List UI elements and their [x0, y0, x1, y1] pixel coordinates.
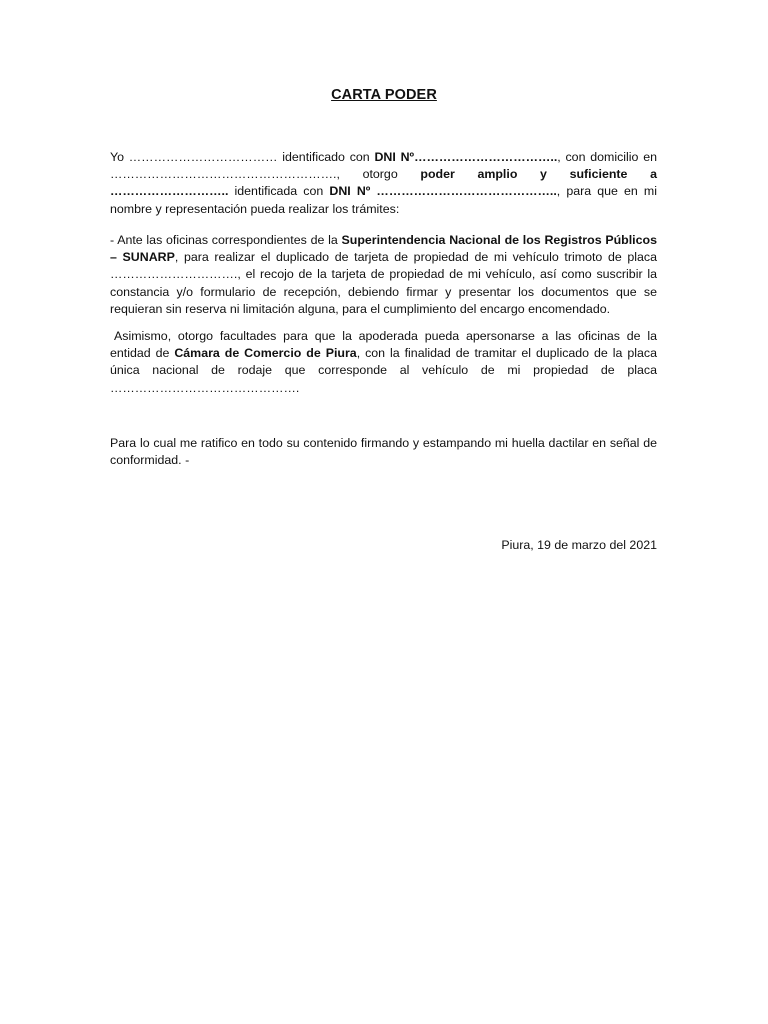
p1-text-1: Yo ……………………………… identificado con [110, 150, 375, 164]
p1-text-3: identificada con [228, 184, 330, 199]
paragraph-camara-comercio [110, 328, 657, 397]
p3-bold-1: Cámara de Comercio de Piura [174, 346, 357, 361]
p1-bold-3: DNI Nº …………………………………….. [329, 184, 557, 199]
p1-text-2: , con domicilio en ………………………………………………., otorgo [110, 150, 658, 182]
p2-text-1: - Ante las oficinas correspondientes de la [110, 233, 342, 247]
p2-bold-1: Superintendencia Nacional de los Registros Públicos – SUNARP [110, 233, 657, 265]
p2-text-2: , para realizar el duplicado de tarjeta de propiedad de mi vehículo trimoto de placa …………………………., el recojo de la tarjeta de propiedad de mi vehículo, así como suscribir la constancia y/o formulario de recepción, debiendo firmar y presentar los documentos que se requieran sin reserva ni limitación alguna, para el cumplimiento del encargo encomendado. [110, 250, 658, 316]
paragraph-ratification: Para lo cual me ratifico en todo su contenido firmando y estampando mi huella dactilar en señal de conformidad. - [110, 436, 657, 468]
p1-bold-1: DNI Nº…………………………….. [374, 150, 558, 164]
p3-text-2: , con la finalidad de tramitar el duplicado de la placa única nacional de rodaje que corresponde al vehículo de mi propiedad de placa ………………………………………. [110, 346, 657, 395]
p3-text-1: Asimismo, otorgo facultades para que la apoderada pueda apersonarse a las oficinas de la entidad de [110, 329, 657, 361]
paragraph-grant [110, 149, 657, 218]
document-title: CARTA PODER [331, 87, 437, 103]
p1-bold-2: poder amplio y suficiente a ……………………….. [110, 167, 657, 199]
p1-text-4: , para que en mi nombre y representación pueda realizar los trámites: [110, 184, 657, 216]
document-date: Piura, 19 de marzo del 2021 [501, 538, 657, 552]
paragraph-sunarp [110, 232, 657, 318]
